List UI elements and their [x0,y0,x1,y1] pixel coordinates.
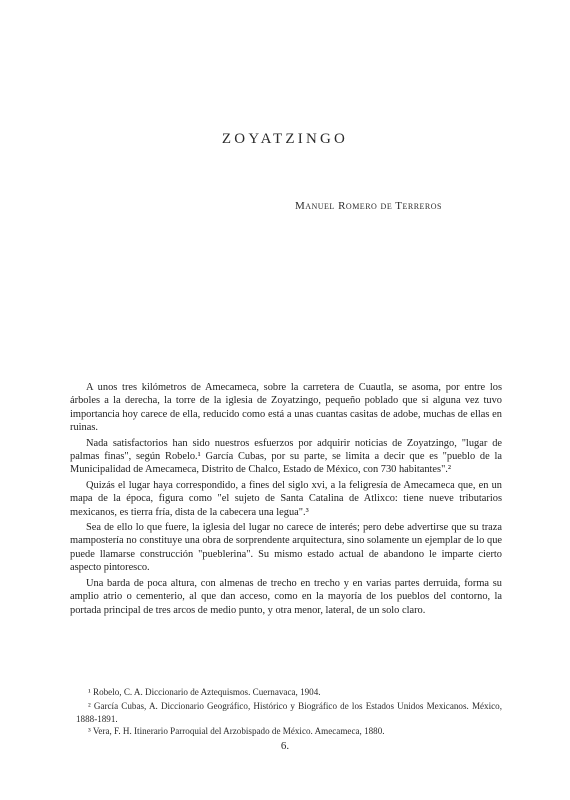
footnote: ³ Vera, F. H. Itinerario Parroquial del Arzobispado de México. Amecameca, 1880. [88,726,385,737]
footnote: ² García Cubas, A. Diccionario Geográfico, Histórico y Biográfico de los Estados Unidos Mexicanos. México, 1888-1891. [76,701,502,724]
paragraph: Una barda de poca altura, con almenas de trecho en trecho y en varias partes derruida, forma su amplio atrio o cementerio, al que dan acceso, como en la mayoría de los pueblos del contorno, la portada principal de tres arcos de medio punto, y otra menor, lateral, de un solo claro. [70,577,502,616]
paragraph: Quizás el lugar haya correspondido, a fines del siglo xvi, a la feligresía de Amecameca que, en un mapa de la época, figura como "el sujeto de Santa Catalina de Atlixco: tiene nueve tributarios mexicanos, es tierra fría, dista de la cabecera una legua".³ [70,479,502,518]
paragraph: Nada satisfactorios han sido nuestros esfuerzos por adquirir noticias de Zoyatzingo, "lugar de palmas finas", según Robelo.¹ García Cubas, por su parte, se limita a decir que es "pueblo de la Municipalidad de Amecameca, Distrito de Chalco, Estado de México, con 730 habitantes".² [70,437,502,476]
paragraph: Sea de ello lo que fuere, la iglesia del lugar no carece de interés; pero debe advertirse que su traza mampostería no constituye una obra de sorprendente arquitectura, sino solamente un ejemplar de lo que puede llamarse construcción "pueblerina". Su mismo estado actual de abandono le imparte cierto aspecto pintoresco. [70,522,502,574]
article-body [70,381,502,619]
page-number: 6. [280,740,290,752]
footnotes [76,686,502,738]
article-title: ZOYATZINGO [221,131,349,147]
paragraph: A unos tres kilómetros de Amecameca, sobre la carretera de Cuautla, se asoma, por entre los árboles a la derecha, la torre de la iglesia de Zoyatzingo, pequeño poblado que si alguna vez tuvo importancia hoy carece de ella, reducido como está a unas cuantas casitas de adobe, muchas de ellas en ruinas. [70,382,502,434]
footnote: ¹ Robelo, C. A. Diccionario de Aztequismos. Cuernavaca, 1904. [88,687,321,697]
author-name: Manuel Romero de Terreros [294,200,442,212]
